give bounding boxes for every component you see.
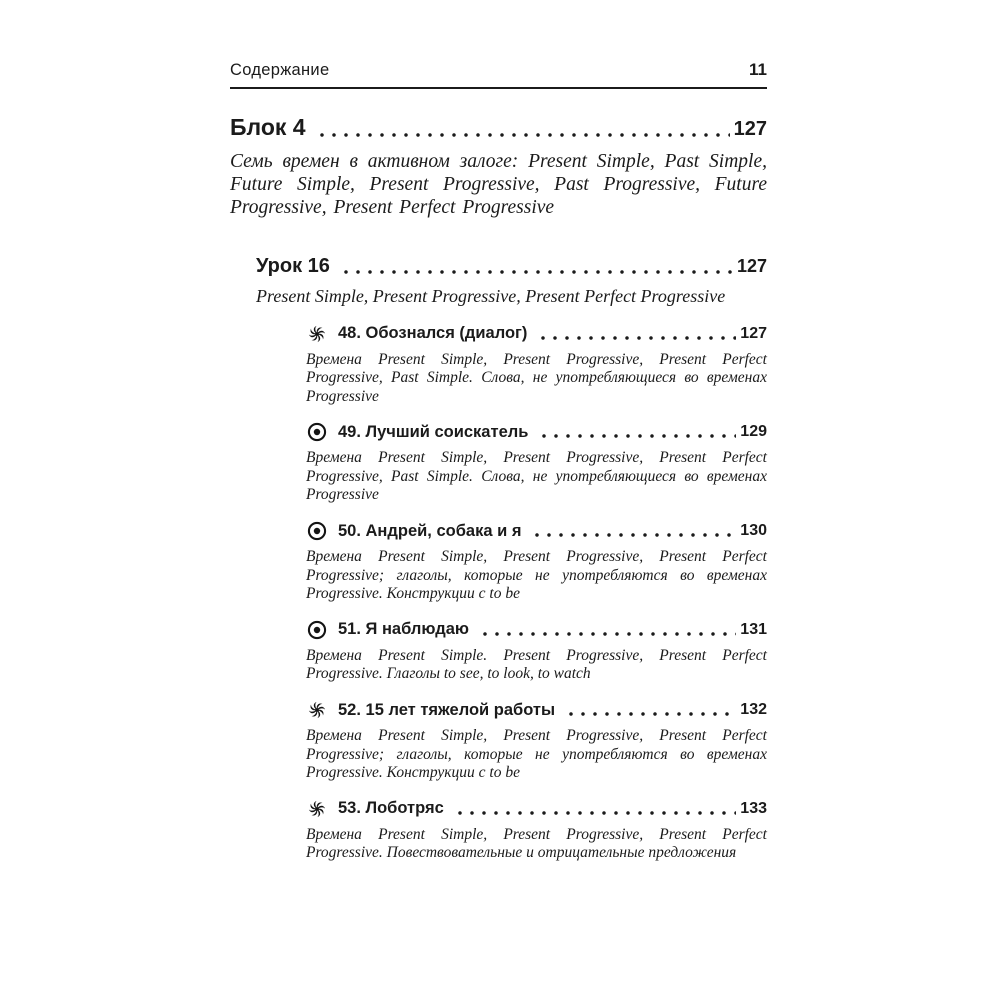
- toc-entry-description: Времена Present Simple, Present Progressive, Present Perfect Progressive; глаголы, которые не употребляются во временах Progressive. Конструкции с to be: [306, 727, 767, 782]
- toc-entry-title: 51. Я наблюдаю: [338, 620, 469, 639]
- toc-entry-page: 131: [740, 620, 767, 638]
- toc-entry: [306, 699, 767, 783]
- toc-entry-description: Времена Present Simple, Present Progressive, Present Perfect Progressive. Повествовательные и отрицательные предложения: [306, 825, 767, 862]
- toc-entry-description: Времена Present Simple. Present Progressive, Present Perfect Progressive. Глаголы to see, to look, to watch: [306, 646, 767, 683]
- running-header-title: Содержание: [230, 61, 330, 79]
- dot-leader: [454, 811, 737, 815]
- toc-lesson-section: [256, 255, 767, 863]
- toc-entry-page: 132: [740, 701, 767, 719]
- toc-entry: [306, 421, 767, 505]
- toc-entry: [306, 619, 767, 684]
- toc-entries: [306, 323, 767, 864]
- toc-entry: [306, 323, 767, 407]
- toc-entry-heading: [306, 798, 767, 820]
- toc-entry-page: 130: [740, 522, 767, 540]
- toc-entry-page: 129: [740, 423, 767, 441]
- block-subtitle: Семь времен в активном залоге: Present Simple, Past Simple, Future Simple, Present Progressive, Past Progressive, Future Progressive, Present Perfect Progressive: [230, 151, 767, 218]
- target-icon: [306, 619, 328, 641]
- target-icon: [306, 421, 328, 443]
- lesson-page: 127: [736, 256, 767, 276]
- toc-entry-title: 48. Обознался (диалог): [338, 324, 528, 342]
- page-number: 11: [749, 60, 767, 79]
- toc-entry-title: 52. 15 лет тяжелой работы: [338, 700, 556, 719]
- spiral-icon: [306, 699, 328, 721]
- dot-leader: [537, 336, 736, 340]
- dot-leader: [565, 712, 736, 716]
- toc-entry-title: 49. Лучший соискатель: [338, 422, 529, 441]
- toc-entry-page: 127: [740, 324, 767, 342]
- dot-leader: [538, 434, 736, 438]
- toc-entry-heading: [306, 323, 767, 345]
- toc-entry-heading: [306, 619, 767, 641]
- toc-entry-page: 133: [740, 799, 767, 817]
- block-heading: [230, 114, 767, 141]
- toc-entry-title: 50. Андрей, собака и я: [338, 521, 522, 540]
- spiral-icon: [306, 798, 328, 820]
- block-page: 127: [733, 118, 767, 140]
- toc-entry-heading: [306, 421, 767, 443]
- toc-entry: [306, 520, 767, 604]
- lesson-subtitle: Present Simple, Present Progressive, Present Perfect Progressive: [256, 286, 726, 306]
- toc-entry-description: Времена Present Simple, Present Progressive, Present Perfect Progressive, Past Simple. Слова, не употребляющиеся во временах Progressive: [306, 449, 767, 504]
- toc-entry-heading: [306, 520, 767, 542]
- dot-leader: [340, 270, 733, 274]
- toc-entry-title: 53. Лоботряс: [338, 799, 444, 818]
- dot-leader: [479, 632, 736, 636]
- dot-leader: [531, 533, 736, 537]
- toc-entry: [306, 798, 767, 863]
- toc-page: [230, 60, 767, 863]
- target-icon: [306, 520, 328, 542]
- lesson-title: Урок 16: [256, 255, 330, 277]
- toc-block-section: [230, 114, 767, 219]
- block-title: Блок 4: [230, 114, 306, 140]
- toc-entry-heading: [306, 699, 767, 721]
- toc-entry-description: Времена Present Simple, Present Progressive, Present Perfect Progressive, Past Simple. Слова, не употребляющиеся во временах Progressive: [306, 350, 767, 405]
- spiral-icon: [306, 323, 328, 345]
- dot-leader: [316, 133, 730, 137]
- toc-entry-description: Времена Present Simple, Present Progressive, Present Perfect Progressive; глаголы, которые не употребляются во временах Progressive. Конструкции с to be: [306, 548, 767, 603]
- running-header: [230, 60, 767, 89]
- lesson-heading: [256, 255, 767, 278]
